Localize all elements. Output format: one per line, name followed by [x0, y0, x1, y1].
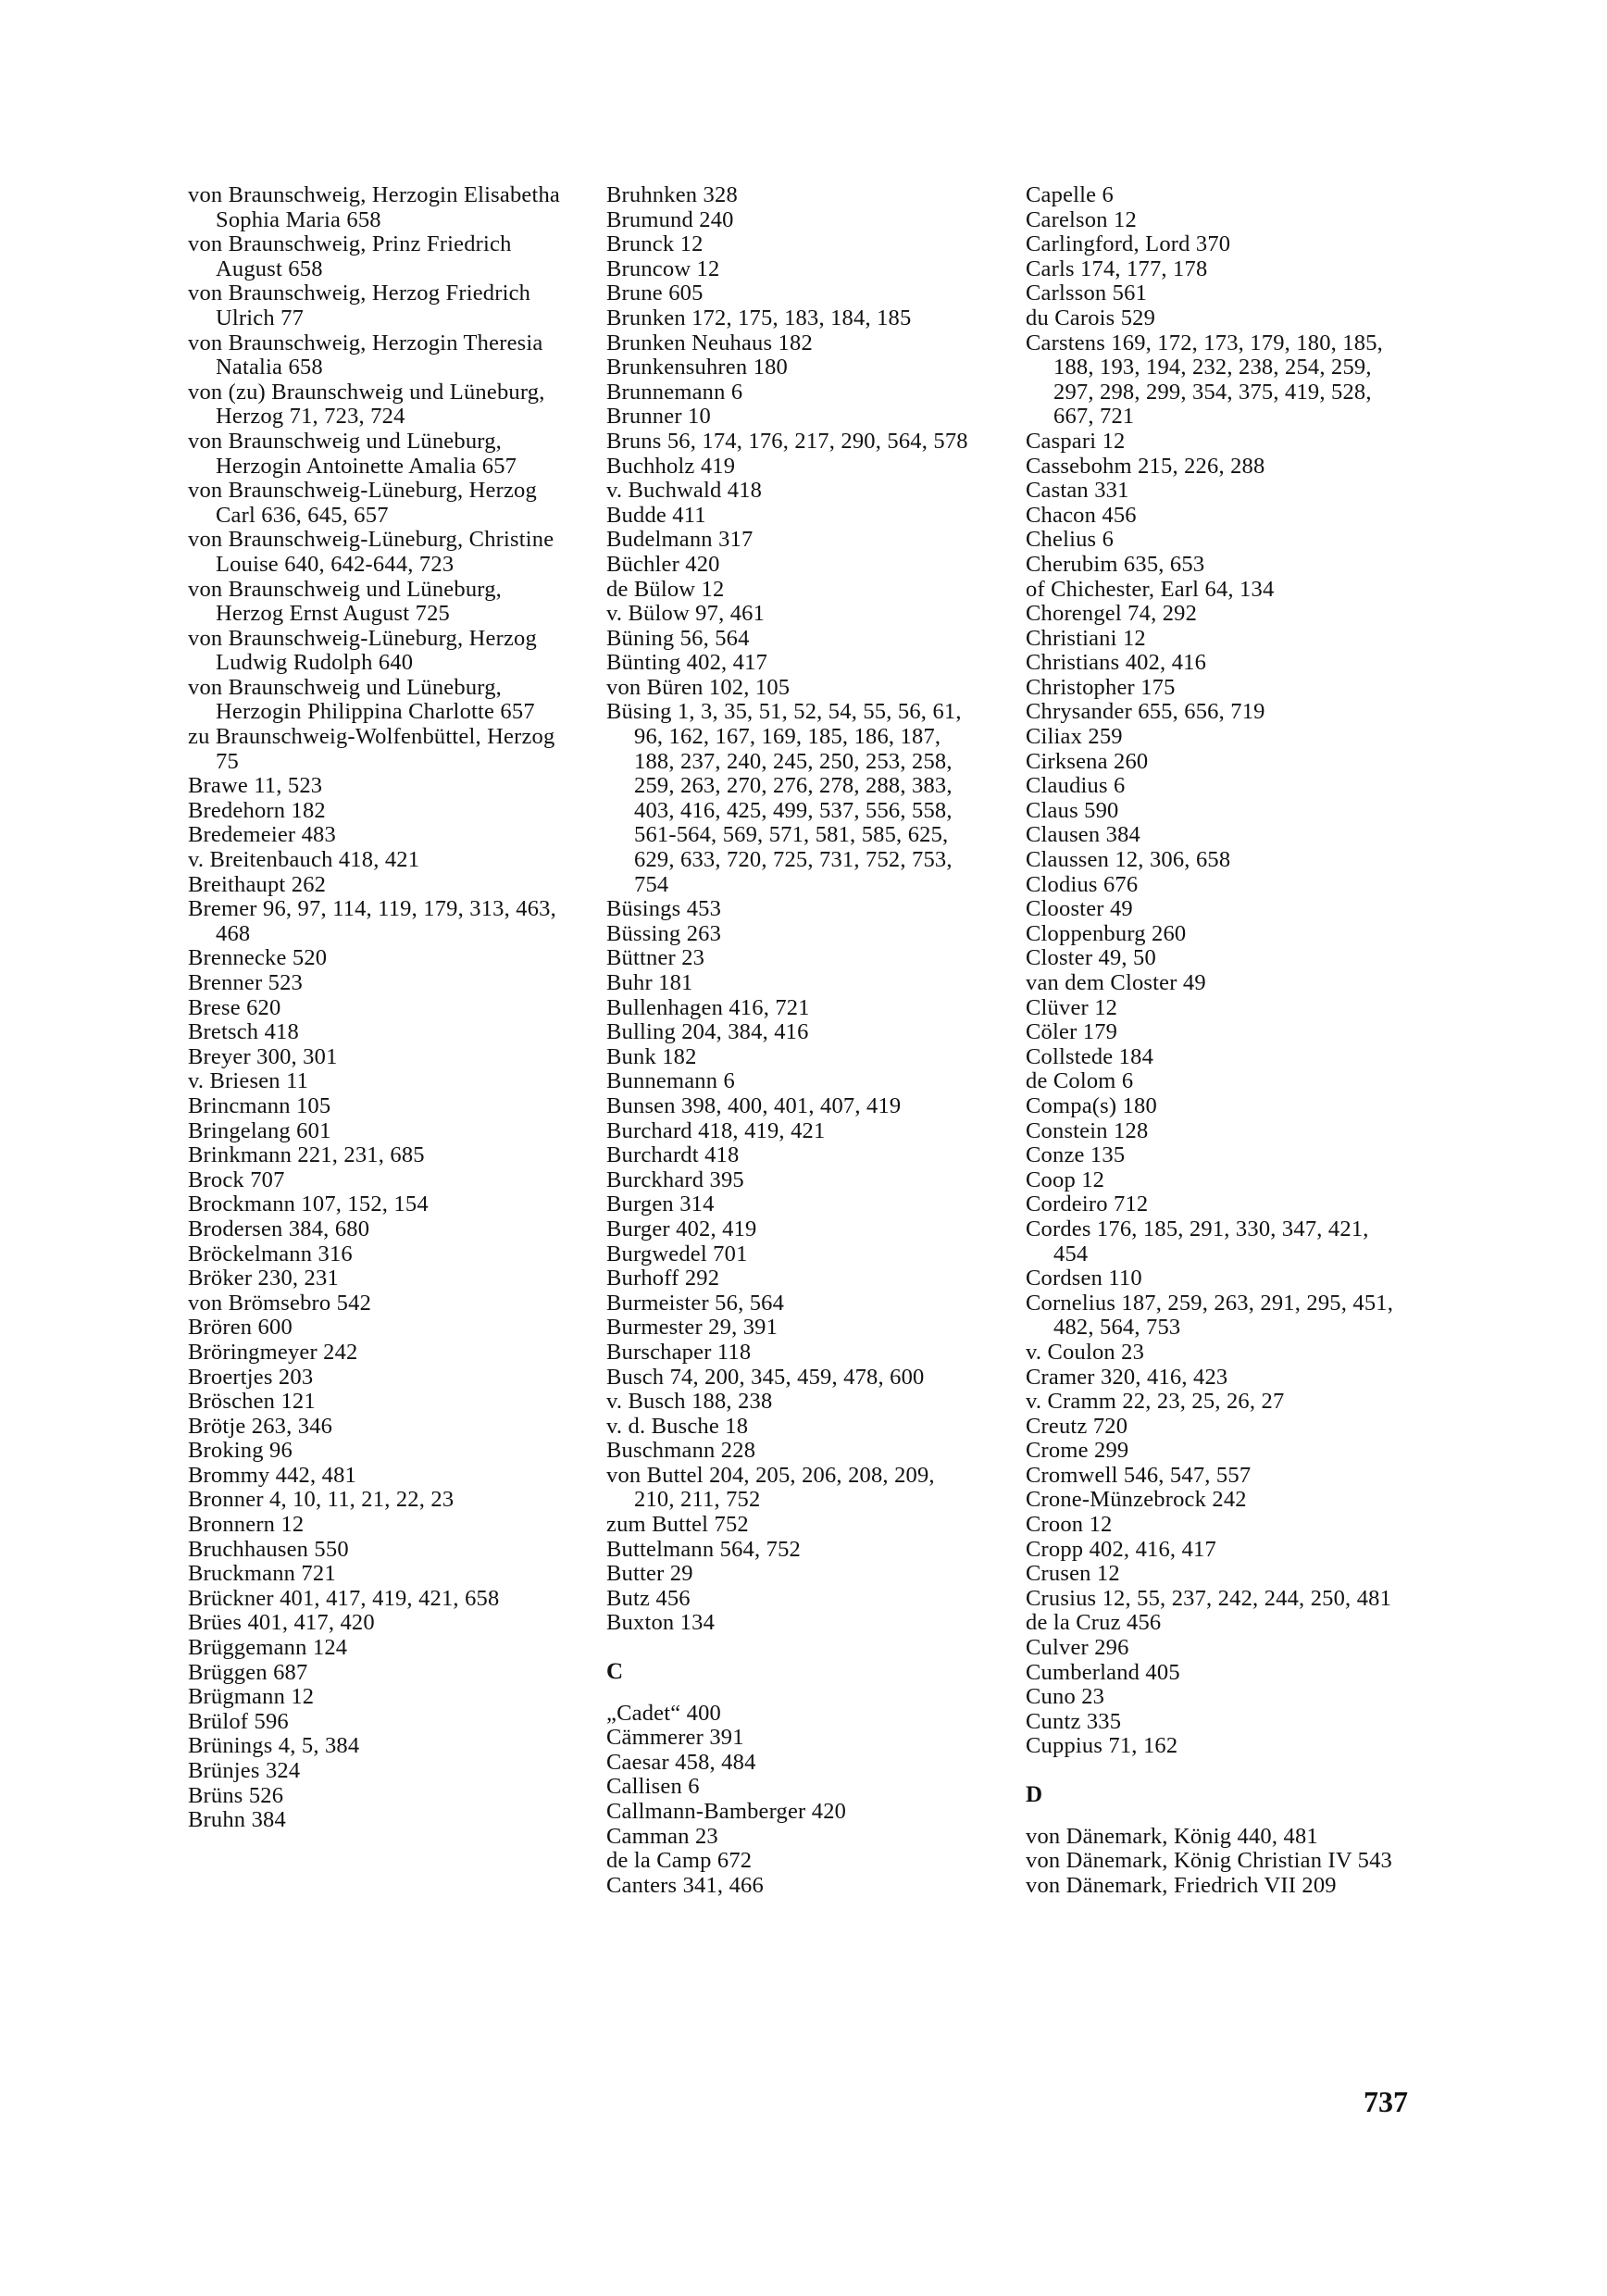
page-number: 737: [1364, 2085, 1408, 2118]
index-entry: Butter 29: [606, 1561, 693, 1587]
index-entry: von Brömsebro 542: [188, 1290, 372, 1316]
index-entry: von Büren 102, 105: [606, 674, 791, 700]
index-entry: Brunck 12: [606, 231, 704, 257]
index-entry: Burchardt 418: [606, 1142, 740, 1168]
index-entry: Collstede 184: [1026, 1043, 1154, 1069]
index-entry: Brawe 11, 523: [188, 773, 323, 799]
index-entry: „Cadet“ 400: [606, 1700, 721, 1726]
section-heading: D: [1026, 1782, 1043, 1807]
index-entry: Cordsen 110: [1026, 1266, 1142, 1292]
index-entry: von Braunschweig und Lüneburg, Herzogin Philippina Charlotte 657: [188, 674, 535, 725]
index-entry: Brumund 240: [606, 206, 734, 232]
index-entry: Carstens 169, 172, 173, 179, 180, 185, 188, 193, 194, 232, 238, 254, 259, 297, 298, 299, 354, 375, 419, 528, 667, 721: [1026, 330, 1383, 430]
index-entry: Broertjes 203: [188, 1364, 314, 1390]
index-entry: Burschaper 118: [606, 1339, 752, 1365]
index-entry: Carlsson 561: [1026, 281, 1148, 306]
index-entry: Cuno 23: [1026, 1684, 1105, 1710]
index-entry: Clodius 676: [1026, 871, 1139, 897]
index-entry: v. Coulon 23: [1026, 1339, 1145, 1365]
index-entry: de la Cruz 456: [1026, 1610, 1162, 1636]
index-entry: Brüns 526: [188, 1782, 284, 1808]
index-entry: Brock 707: [188, 1167, 285, 1192]
index-entry: Bröringmeyer 242: [188, 1339, 358, 1365]
index-entry: Brunner 10: [606, 404, 711, 430]
index-entry: Brenner 523: [188, 970, 303, 995]
index-entry: v. Buchwald 418: [606, 478, 763, 504]
index-entry: Bünting 402, 417: [606, 650, 768, 676]
index-entry: v. Cramm 22, 23, 25, 26, 27: [1026, 1389, 1285, 1415]
index-entry: Bredemeier 483: [188, 822, 336, 848]
index-entry: Büsing 1, 3, 35, 51, 52, 54, 55, 56, 61, 96, 162, 167, 169, 185, 186, 187, 188, 237, 240, 245, 250, 253, 258, 259, 263, 270, 276, 278, 288, 383, 403, 416, 425, 499, 537, 556, 558, 561-564, 569, 571, 581, 585, 625, 629, 633, 720, 725, 731, 752, 753, 754: [606, 699, 962, 897]
index-entry: von Braunschweig-Lüneburg, Christine Louise 640, 642-644, 723: [188, 527, 554, 577]
index-entry: Brües 401, 417, 420: [188, 1610, 375, 1636]
index-entry: Cöler 179: [1026, 1019, 1118, 1045]
index-entry: Bruhn 384: [188, 1807, 286, 1833]
index-entry: Brunken 172, 175, 183, 184, 185: [606, 305, 912, 331]
index-entry: Caesar 458, 484: [606, 1749, 756, 1775]
index-entry: Chrysander 655, 656, 719: [1026, 699, 1265, 725]
index-entry: Creutz 720: [1026, 1413, 1128, 1439]
index-entry: v. Bülow 97, 461: [606, 601, 766, 627]
index-entry: Budelmann 317: [606, 527, 754, 553]
index-entry: Castan 331: [1026, 478, 1129, 504]
index-entry: Bunk 182: [606, 1043, 697, 1069]
index-entry: Cordes 176, 185, 291, 330, 347, 421, 454: [1026, 1216, 1369, 1267]
index-entry: Crusen 12: [1026, 1561, 1120, 1587]
index-entry: Brune 605: [606, 281, 704, 306]
index-entry: Buschmann 228: [606, 1438, 756, 1464]
index-entry: of Chichester, Earl 64, 134: [1026, 576, 1275, 602]
index-entry: Conze 135: [1026, 1142, 1126, 1168]
index-entry: v. Briesen 11: [188, 1068, 309, 1094]
index-entry: Cordeiro 712: [1026, 1192, 1149, 1217]
index-entry: Brückner 401, 417, 419, 421, 658: [188, 1585, 500, 1611]
index-entry: von Braunschweig, Herzogin Elisabetha Sophia Maria 658: [188, 182, 561, 232]
index-entry: zu Braunschweig-Wolfenbüttel, Herzog 75: [188, 724, 555, 774]
index-entry: Carls 174, 177, 178: [1026, 256, 1208, 281]
index-entry: de la Camp 672: [606, 1848, 753, 1874]
index-entry: Bröckelmann 316: [188, 1241, 353, 1267]
index-entry: Brunkensuhren 180: [606, 355, 788, 381]
index-entry: Cherubim 635, 653: [1026, 551, 1205, 577]
index-entry: Christiani 12: [1026, 625, 1146, 651]
index-entry: Cloppenburg 260: [1026, 920, 1187, 946]
index-entry: Coop 12: [1026, 1167, 1105, 1192]
index-entry: v. Busch 188, 238: [606, 1389, 773, 1415]
index-entry: von Braunschweig, Prinz Friedrich August 658: [188, 231, 512, 281]
index-entry: Bunnemann 6: [606, 1068, 735, 1094]
index-entry: Crusius 12, 55, 237, 242, 244, 250, 481: [1026, 1585, 1392, 1611]
index-column-1: [188, 183, 567, 1833]
index-entry: Crome 299: [1026, 1438, 1129, 1464]
index-entry: v. Breitenbauch 418, 421: [188, 847, 420, 873]
index-entry: Brommy 442, 481: [188, 1462, 356, 1488]
index-entry: Cramer 320, 416, 423: [1026, 1364, 1228, 1390]
index-entry: Brodersen 384, 680: [188, 1216, 370, 1242]
index-entry: Carlingford, Lord 370: [1026, 231, 1231, 257]
index-entry: Burgwedel 701: [606, 1241, 748, 1267]
index-entry: Clooster 49: [1026, 896, 1133, 922]
index-entry: von Dänemark, König Christian IV 543: [1026, 1848, 1392, 1874]
index-entry: Clausen 384: [1026, 822, 1141, 848]
index-entry: Canters 341, 466: [606, 1872, 764, 1898]
index-entry: Cuntz 335: [1026, 1708, 1122, 1734]
index-entry: Burhoff 292: [606, 1266, 720, 1292]
index-entry: Cämmerer 391: [606, 1725, 744, 1751]
index-entry: Busch 74, 200, 345, 459, 478, 600: [606, 1364, 925, 1390]
index-entry: Brockmann 107, 152, 154: [188, 1192, 429, 1217]
index-entry: Caspari 12: [1026, 428, 1126, 454]
index-entry: Breyer 300, 301: [188, 1043, 338, 1069]
index-entry: Callisen 6: [606, 1774, 700, 1800]
index-entry: von Buttel 204, 205, 206, 208, 209, 210, 211, 752: [606, 1462, 935, 1513]
index-entry: Closter 49, 50: [1026, 945, 1156, 971]
index-entry: Cropp 402, 416, 417: [1026, 1536, 1216, 1562]
index-entry: Bretsch 418: [188, 1019, 299, 1045]
index-entry: Constein 128: [1026, 1117, 1149, 1143]
index-entry: Burmeister 56, 564: [606, 1290, 785, 1316]
index-entry: Culver 296: [1026, 1635, 1129, 1661]
index-entry: Bruhnken 328: [606, 182, 738, 207]
index-entry: zum Buttel 752: [606, 1512, 749, 1538]
index-entry: Ciliax 259: [1026, 724, 1123, 750]
index-entry: Cromwell 546, 547, 557: [1026, 1462, 1252, 1488]
index-entry: Brünings 4, 5, 384: [188, 1733, 360, 1759]
index-entry: Breithaupt 262: [188, 871, 327, 897]
index-entry: de Bülow 12: [606, 576, 725, 602]
index-entry: von Braunschweig, Herzogin Theresia Natalia 658: [188, 330, 543, 381]
index-entry: Burckhard 395: [606, 1167, 744, 1192]
index-entry: Burchard 418, 419, 421: [606, 1117, 826, 1143]
index-entry: Camman 23: [606, 1823, 718, 1849]
index-entry: Büning 56, 564: [606, 625, 750, 651]
index-entry: Buxton 134: [606, 1610, 716, 1636]
index-entry: von Braunschweig-Lüneburg, Herzog Carl 636, 645, 657: [188, 478, 537, 528]
index-entry: Burger 402, 419: [606, 1216, 757, 1242]
index-entry: Brennecke 520: [188, 945, 328, 971]
index-entry: Bullenhagen 416, 721: [606, 994, 810, 1020]
index-entry: Christopher 175: [1026, 674, 1176, 700]
index-entry: Buttelmann 564, 752: [606, 1536, 801, 1562]
index-entry: Brese 620: [188, 994, 281, 1020]
index-entry: Clüver 12: [1026, 994, 1118, 1020]
index-entry: du Carois 529: [1026, 305, 1156, 331]
index-entry: Bruns 56, 174, 176, 217, 290, 564, 578: [606, 428, 968, 454]
index-entry: Brunnemann 6: [606, 379, 743, 405]
index-entry: Chacon 456: [1026, 502, 1137, 528]
index-entry: Brüggen 687: [188, 1659, 308, 1685]
index-entry: Cornelius 187, 259, 263, 291, 295, 451, 482, 564, 753: [1026, 1290, 1394, 1341]
index-entry: Capelle 6: [1026, 182, 1115, 207]
index-entry: Claudius 6: [1026, 773, 1126, 799]
index-entry: Bronnern 12: [188, 1512, 305, 1538]
index-entry: von Dänemark, König 440, 481: [1026, 1823, 1318, 1849]
section-heading: C: [606, 1659, 624, 1685]
index-entry: Bronner 4, 10, 11, 21, 22, 23: [188, 1487, 455, 1513]
index-entry: Cassebohm 215, 226, 288: [1026, 453, 1265, 479]
index-entry: Buchholz 419: [606, 453, 736, 479]
index-entry: Compa(s) 180: [1026, 1092, 1157, 1118]
index-entry: Bredehorn 182: [188, 797, 326, 823]
index-entry: Brunken Neuhaus 182: [606, 330, 813, 356]
index-entry: von (zu) Braunschweig und Lüneburg, Herzog 71, 723, 724: [188, 379, 545, 430]
index-entry: Büsings 453: [606, 896, 722, 922]
index-entry: Brülof 596: [188, 1708, 289, 1734]
index-entry: Bringelang 601: [188, 1117, 331, 1143]
index-column-2: [606, 183, 977, 1898]
index-entry: Croon 12: [1026, 1512, 1113, 1538]
index-entry: von Braunschweig und Lüneburg, Herzog Ernst August 725: [188, 576, 502, 627]
index-entry: Cirksena 260: [1026, 748, 1149, 774]
index-entry: Bruckmann 721: [188, 1561, 336, 1587]
index-entry: Bruncow 12: [606, 256, 720, 281]
index-entry: Brüggemann 124: [188, 1635, 348, 1661]
index-entry: Bröker 230, 231: [188, 1266, 339, 1292]
index-entry: Büchler 420: [606, 551, 720, 577]
index-entry: Crone-Münzebrock 242: [1026, 1487, 1247, 1513]
index-entry: Brören 600: [188, 1315, 293, 1341]
index-entry: Cuppius 71, 162: [1026, 1733, 1178, 1759]
index-entry: Brünjes 324: [188, 1758, 301, 1783]
index-entry: Carelson 12: [1026, 206, 1137, 232]
index-entry: Brötje 263, 346: [188, 1413, 333, 1439]
index-entry: Bruchhausen 550: [188, 1536, 349, 1562]
index-entry: Burmester 29, 391: [606, 1315, 779, 1341]
index-entry: Burgen 314: [606, 1192, 715, 1217]
index-entry: Bremer 96, 97, 114, 119, 179, 313, 463, 468: [188, 896, 556, 946]
index-entry: Büttner 23: [606, 945, 705, 971]
index-entry: Claussen 12, 306, 658: [1026, 847, 1231, 873]
index-entry: Chorengel 74, 292: [1026, 601, 1198, 627]
index-entry: v. d. Busche 18: [606, 1413, 749, 1439]
index-entry: von Dänemark, Friedrich VII 209: [1026, 1872, 1337, 1898]
index-column-3: [1026, 183, 1396, 1898]
index-entry: Chelius 6: [1026, 527, 1115, 553]
index-entry: Callmann-Bamberger 420: [606, 1799, 847, 1824]
index-entry: Büssing 263: [606, 920, 722, 946]
index-entry: Bunsen 398, 400, 401, 407, 419: [606, 1092, 902, 1118]
index-entry: Brinkmann 221, 231, 685: [188, 1142, 425, 1168]
index-entry: Bulling 204, 384, 416: [606, 1019, 809, 1045]
index-entry: Budde 411: [606, 502, 706, 528]
index-entry: Broking 96: [188, 1438, 293, 1464]
index-entry: Brügmann 12: [188, 1684, 315, 1710]
index-entry: von Braunschweig, Herzog Friedrich Ulrich 77: [188, 281, 531, 331]
index-entry: Christians 402, 416: [1026, 650, 1207, 676]
index-entry: von Braunschweig und Lüneburg, Herzogin Antoinette Amalia 657: [188, 428, 517, 479]
index-entry: Claus 590: [1026, 797, 1119, 823]
index-entry: Bröschen 121: [188, 1389, 316, 1415]
index-entry: Brincmann 105: [188, 1092, 331, 1118]
index-entry: van dem Closter 49: [1026, 970, 1206, 995]
index-entry: de Colom 6: [1026, 1068, 1134, 1094]
index-entry: Buhr 181: [606, 970, 693, 995]
index-entry: Cumberland 405: [1026, 1659, 1180, 1685]
index-entry: Butz 456: [606, 1585, 691, 1611]
index-entry: von Braunschweig-Lüneburg, Herzog Ludwig Rudolph 640: [188, 625, 537, 676]
